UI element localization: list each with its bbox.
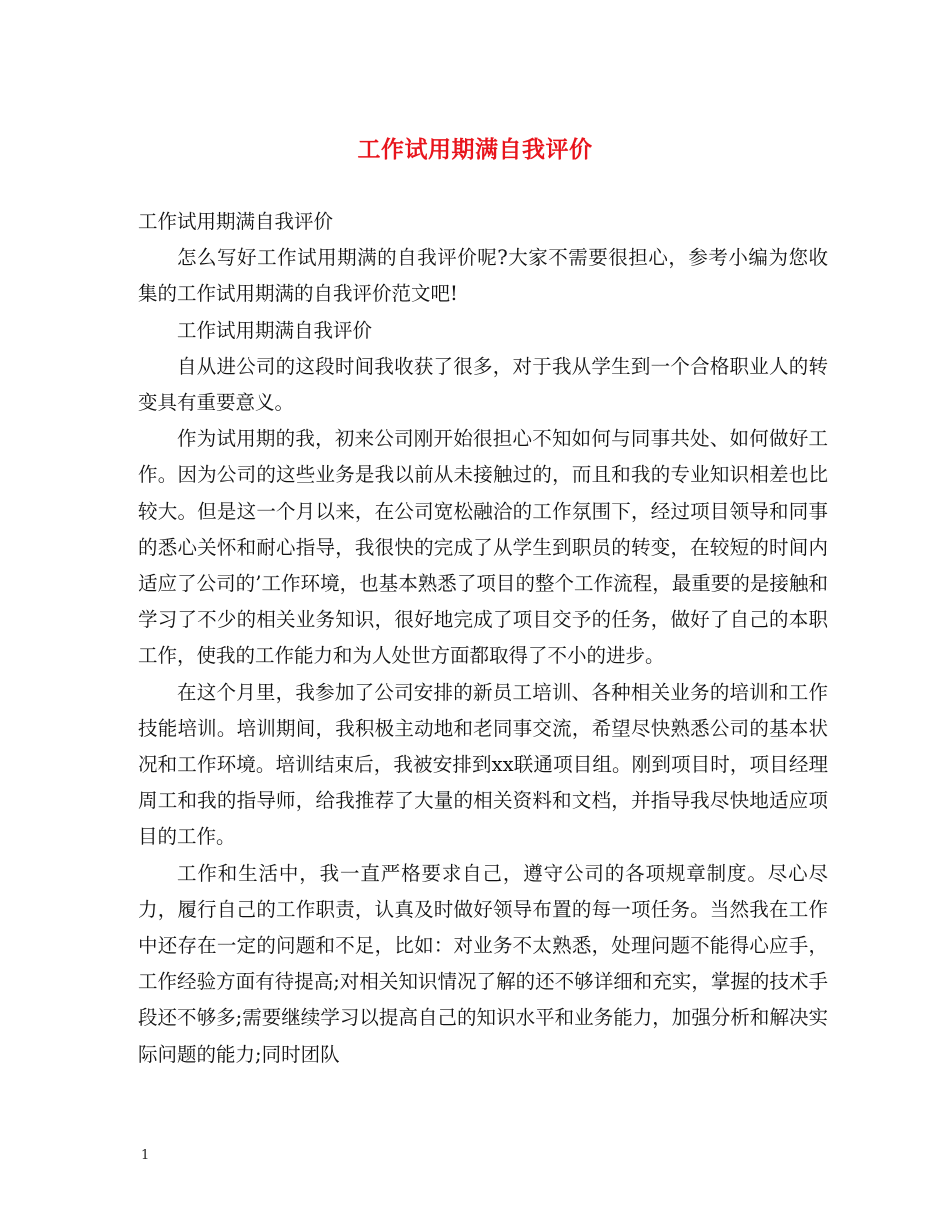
paragraph: 作为试用期的我，初来公司刚开始很担心不知如何与同事共处、如何做好工作。因为公司的这些业务是我以前从未接触过的，而且和我的专业知识相差也比较大。但是这一个月以来，在公司宽松融洽的工作氛围下，经过项目领导和同事的悉心关怀和耐心指导，我很快的完成了从学生到职员的转变，在较短的时间内适应了公司的’工作环境，也基本熟悉了项目的整个工作流程，最重要的是接触和学习了不少的相关业务知识，很好地完成了项目交予的任务，做好了自己的本职工作，使我的工作能力和为人处世方面都取得了不小的进步。 (138, 427, 828, 668)
document-title: 工作试用期满自我评价 (357, 136, 593, 163)
paragraph: 工作和生活中，我一直严格要求自己，遵守公司的各项规章制度。尽心尽力，履行自己的工作职责，认真及时做好领导布置的每一项任务。当然我在工作中还存在一定的问题和不足，比如：对业务不太熟悉，处理问题不能得心应手，工作经验方面有待提高;对相关知识情况了解的还不够详细和充实，掌握的技术手段还不够多;需要继续学习以提高自己的知识水平和业务能力，加强分析和解决实际问题的能力;同时团队 (138, 861, 828, 1066)
page-number: 1 (141, 1148, 150, 1163)
paragraph: 在这个月里，我参加了公司安排的新员工培训、各种相关业务的培训和工作技能培训。培训期间，我积极主动地和老同事交流，希望尽快熟悉公司的基本状况和工作环境。培训结束后，我被安排到xx联通项目组。刚到项目时，项目经理周工和我的指导师，给我推荐了大量的相关资料和文档，并指导我尽快地适应项目的工作。 (138, 680, 828, 849)
paragraph-intro: 怎么写好工作试用期满的自我评价呢?大家不需要很担心，参考小编为您收集的工作试用期满的自我评价范文吧! (138, 246, 828, 306)
paragraph: 自从进公司的这段时间我收获了很多，对于我从学生到一个合格职业人的转变具有重要意义。 (138, 354, 828, 415)
document-body (138, 204, 828, 1073)
paragraph-heading: 工作试用期满自我评价 (138, 210, 334, 233)
paragraph-subheading: 工作试用期满自我评价 (177, 318, 373, 342)
